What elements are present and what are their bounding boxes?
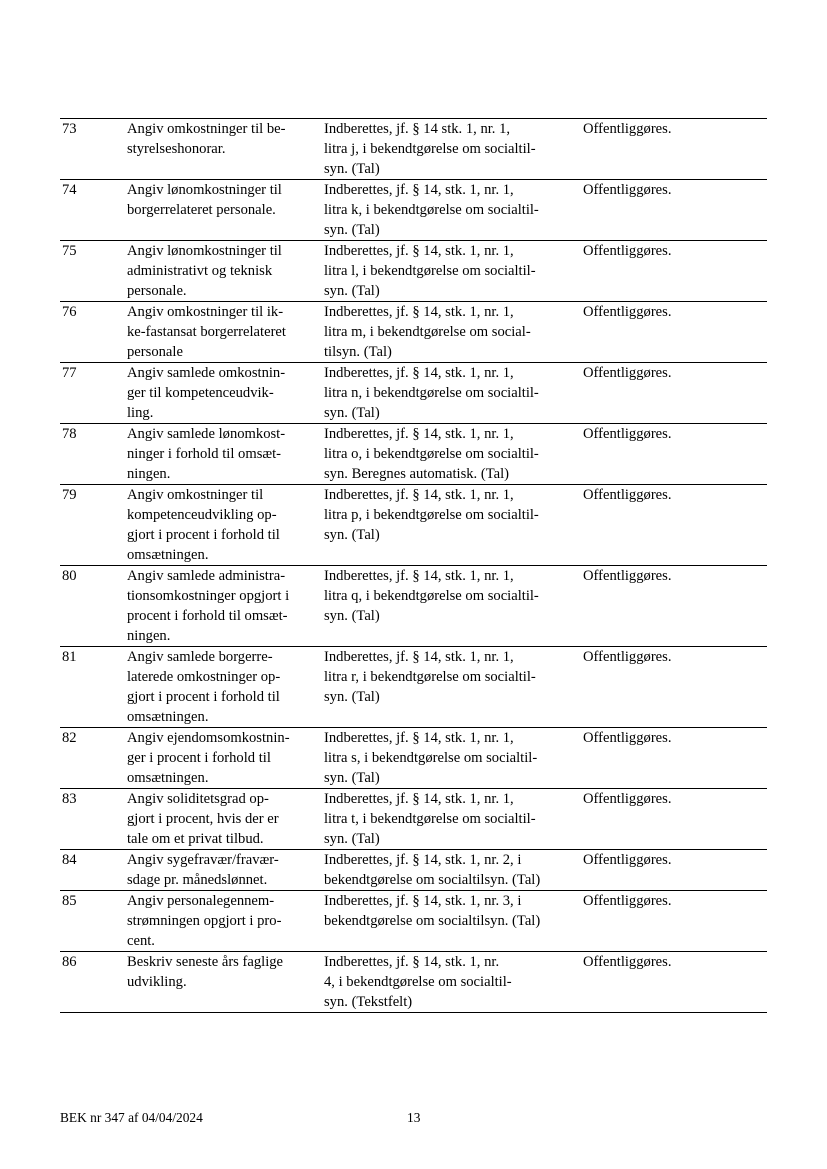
legal-basis-line: litra o, i bekendtgørelse om socialtil- bbox=[324, 446, 539, 462]
row-number: 77 bbox=[62, 365, 77, 381]
legal-basis-line: litra n, i bekendtgørelse om socialtil- bbox=[324, 385, 539, 401]
field-description-line: laterede omkostninger op- bbox=[127, 669, 281, 685]
table-row bbox=[60, 647, 767, 728]
legal-basis bbox=[324, 789, 583, 850]
legal-basis bbox=[324, 302, 583, 363]
field-description-line: Angiv omkostninger til bbox=[127, 487, 264, 503]
publication-status: Offentliggøres. bbox=[583, 304, 672, 320]
field-description-line: omsætningen. bbox=[127, 547, 209, 563]
field-description-line: sdage pr. månedslønnet. bbox=[127, 872, 268, 888]
legal-basis-line: litra q, i bekendtgørelse om socialtil- bbox=[324, 588, 539, 604]
publication-status: Offentliggøres. bbox=[583, 649, 672, 665]
legal-basis-line: syn. (Tal) bbox=[324, 405, 380, 421]
field-description-line: administrativt og teknisk bbox=[127, 263, 273, 279]
legal-basis bbox=[324, 891, 583, 952]
legal-basis bbox=[324, 424, 583, 485]
table-row bbox=[60, 363, 767, 424]
legal-basis-line: syn. (Tekstfelt) bbox=[324, 994, 413, 1010]
field-description-line: tionsomkostninger opgjort i bbox=[127, 588, 290, 604]
legal-basis bbox=[324, 566, 583, 647]
field-description-line: strømningen opgjort i pro- bbox=[127, 913, 282, 929]
table-row bbox=[60, 850, 767, 891]
publication-status: Offentliggøres. bbox=[583, 426, 672, 442]
field-description-line: borgerrelateret personale. bbox=[127, 202, 276, 218]
field-description bbox=[127, 424, 324, 485]
legal-basis-line: syn. (Tal) bbox=[324, 161, 380, 177]
table-row bbox=[60, 789, 767, 850]
legal-basis-line: Indberettes, jf. § 14, stk. 1, nr. 1, bbox=[324, 487, 514, 503]
footer-reference: BEK nr 347 af 04/04/2024 bbox=[60, 1110, 203, 1125]
field-description-line: Angiv omkostninger til be- bbox=[127, 121, 286, 137]
field-description-line: Angiv samlede lønomkost- bbox=[127, 426, 286, 442]
field-description bbox=[127, 302, 324, 363]
legal-basis-line: litra p, i bekendtgørelse om socialtil- bbox=[324, 507, 539, 523]
table-row bbox=[60, 241, 767, 302]
legal-basis-line: Indberettes, jf. § 14, stk. 1, nr. bbox=[324, 954, 500, 970]
legal-basis-line: Indberettes, jf. § 14, stk. 1, nr. 1, bbox=[324, 182, 514, 198]
field-description-line: omsætningen. bbox=[127, 709, 209, 725]
field-description-line: personale bbox=[127, 344, 183, 360]
field-description bbox=[127, 789, 324, 850]
legal-basis-line: litra r, i bekendtgørelse om socialtil- bbox=[324, 669, 536, 685]
table-row bbox=[60, 180, 767, 241]
field-description bbox=[127, 566, 324, 647]
legal-basis-line: Indberettes, jf. § 14, stk. 1, nr. 1, bbox=[324, 365, 514, 381]
page-number: 13 bbox=[407, 1110, 421, 1125]
publication-status: Offentliggøres. bbox=[583, 893, 672, 909]
legal-basis-line: Indberettes, jf. § 14, stk. 1, nr. 1, bbox=[324, 243, 514, 259]
legal-basis-line: Indberettes, jf. § 14, stk. 1, nr. 1, bbox=[324, 649, 514, 665]
legal-basis-line: syn. (Tal) bbox=[324, 527, 380, 543]
table-row bbox=[60, 952, 767, 1013]
field-description-line: Angiv personalegennem- bbox=[127, 893, 275, 909]
legal-basis bbox=[324, 728, 583, 789]
field-description bbox=[127, 891, 324, 952]
legal-basis bbox=[324, 952, 583, 1013]
legal-basis bbox=[324, 647, 583, 728]
table-row bbox=[60, 302, 767, 363]
legal-basis-line: litra k, i bekendtgørelse om socialtil- bbox=[324, 202, 539, 218]
field-description-line: Angiv soliditetsgrad op- bbox=[127, 791, 269, 807]
row-number: 80 bbox=[62, 568, 77, 584]
legal-basis-line: litra m, i bekendtgørelse om social- bbox=[324, 324, 531, 340]
field-description-line: Angiv sygefravær/fravær- bbox=[127, 852, 279, 868]
field-description-line: Angiv lønomkostninger til bbox=[127, 243, 282, 259]
publication-status: Offentliggøres. bbox=[583, 852, 672, 868]
row-number: 75 bbox=[62, 243, 77, 259]
legal-basis-line: litra s, i bekendtgørelse om socialtil- bbox=[324, 750, 538, 766]
legal-basis bbox=[324, 180, 583, 241]
field-description-line: ling. bbox=[127, 405, 154, 421]
legal-basis-line: Indberettes, jf. § 14, stk. 1, nr. 3, i bbox=[324, 893, 522, 909]
publication-status: Offentliggøres. bbox=[583, 954, 672, 970]
field-description-line: kompetenceudvikling op- bbox=[127, 507, 277, 523]
field-description-line: Angiv samlede omkostnin- bbox=[127, 365, 286, 381]
legal-basis-line: Indberettes, jf. § 14, stk. 1, nr. 2, i bbox=[324, 852, 522, 868]
row-number: 78 bbox=[62, 426, 77, 442]
row-number: 81 bbox=[62, 649, 77, 665]
field-description-line: udvikling. bbox=[127, 974, 187, 990]
field-description bbox=[127, 850, 324, 891]
legal-basis-line: syn. (Tal) bbox=[324, 608, 380, 624]
field-description-line: Angiv omkostninger til ik- bbox=[127, 304, 284, 320]
legal-basis-line: syn. (Tal) bbox=[324, 831, 380, 847]
legal-basis-line: tilsyn. (Tal) bbox=[324, 344, 392, 360]
legal-basis bbox=[324, 119, 583, 180]
table-row bbox=[60, 891, 767, 952]
legal-basis bbox=[324, 241, 583, 302]
field-description-line: ke-fastansat borgerrelateret bbox=[127, 324, 286, 340]
legal-basis-line: bekendtgørelse om socialtilsyn. (Tal) bbox=[324, 872, 541, 888]
publication-status: Offentliggøres. bbox=[583, 365, 672, 381]
field-description-line: ningen. bbox=[127, 466, 171, 482]
legal-basis-line: bekendtgørelse om socialtilsyn. (Tal) bbox=[324, 913, 541, 929]
field-description-line: ninger i forhold til omsæt- bbox=[127, 446, 282, 462]
field-description-line: gjort i procent, hvis der er bbox=[127, 811, 279, 827]
table-row bbox=[60, 728, 767, 789]
legal-basis bbox=[324, 850, 583, 891]
field-description bbox=[127, 363, 324, 424]
field-description-line: procent i forhold til omsæt- bbox=[127, 608, 288, 624]
row-number: 73 bbox=[62, 121, 77, 137]
field-description-line: Angiv samlede administra- bbox=[127, 568, 286, 584]
field-description bbox=[127, 952, 324, 1013]
legal-basis-line: syn. (Tal) bbox=[324, 770, 380, 786]
legal-basis-line: Indberettes, jf. § 14, stk. 1, nr. 1, bbox=[324, 304, 514, 320]
field-description-line: gjort i procent i forhold til bbox=[127, 689, 280, 705]
publication-status: Offentliggøres. bbox=[583, 243, 672, 259]
legal-basis-line: Indberettes, jf. § 14, stk. 1, nr. 1, bbox=[324, 730, 514, 746]
field-description bbox=[127, 728, 324, 789]
row-number: 85 bbox=[62, 893, 77, 909]
field-description-line: ningen. bbox=[127, 628, 171, 644]
table-row bbox=[60, 119, 767, 180]
legal-basis-line: litra l, i bekendtgørelse om socialtil- bbox=[324, 263, 536, 279]
field-description-line: omsætningen. bbox=[127, 770, 209, 786]
legal-basis bbox=[324, 363, 583, 424]
row-number: 82 bbox=[62, 730, 77, 746]
field-description bbox=[127, 647, 324, 728]
field-description bbox=[127, 119, 324, 180]
field-description-line: Beskriv seneste års faglige bbox=[127, 954, 284, 970]
row-number: 84 bbox=[62, 852, 77, 868]
publication-status: Offentliggøres. bbox=[583, 182, 672, 198]
legal-basis-line: Indberettes, jf. § 14, stk. 1, nr. 1, bbox=[324, 568, 514, 584]
field-description-line: styrelseshonorar. bbox=[127, 141, 226, 157]
legal-basis-line: litra j, i bekendtgørelse om socialtil- bbox=[324, 141, 536, 157]
row-number: 74 bbox=[62, 182, 77, 198]
publication-status: Offentliggøres. bbox=[583, 730, 672, 746]
table-row bbox=[60, 424, 767, 485]
row-number: 86 bbox=[62, 954, 77, 970]
field-description-line: personale. bbox=[127, 283, 187, 299]
field-description bbox=[127, 180, 324, 241]
publication-status: Offentliggøres. bbox=[583, 791, 672, 807]
table-row bbox=[60, 485, 767, 566]
publication-status: Offentliggøres. bbox=[583, 487, 672, 503]
legal-basis-line: litra t, i bekendtgørelse om socialtil- bbox=[324, 811, 536, 827]
table-row bbox=[60, 566, 767, 647]
legal-basis-line: Indberettes, jf. § 14, stk. 1, nr. 1, bbox=[324, 791, 514, 807]
legal-basis-line: Indberettes, jf. § 14, stk. 1, nr. 1, bbox=[324, 426, 514, 442]
legal-basis-line: syn. Beregnes automatisk. (Tal) bbox=[324, 466, 510, 482]
legal-basis bbox=[324, 485, 583, 566]
field-description-line: tale om et privat tilbud. bbox=[127, 831, 264, 847]
field-description-line: ger i procent i forhold til bbox=[127, 750, 271, 766]
table-body bbox=[60, 119, 767, 1013]
field-description-line: gjort i procent i forhold til bbox=[127, 527, 280, 543]
publication-status: Offentliggøres. bbox=[583, 121, 672, 137]
field-description-line: Angiv ejendomsomkostnin- bbox=[127, 730, 290, 746]
field-description-line: Angiv samlede borgerre- bbox=[127, 649, 273, 665]
field-description-line: ger til kompetenceudvik- bbox=[127, 385, 274, 401]
legal-basis-line: syn. (Tal) bbox=[324, 283, 380, 299]
row-number: 79 bbox=[62, 487, 77, 503]
legal-basis-line: 4, i bekendtgørelse om socialtil- bbox=[324, 974, 512, 990]
field-description bbox=[127, 485, 324, 566]
legal-basis-line: syn. (Tal) bbox=[324, 222, 380, 238]
field-description bbox=[127, 241, 324, 302]
publication-status: Offentliggøres. bbox=[583, 568, 672, 584]
row-number: 83 bbox=[62, 791, 77, 807]
row-number: 76 bbox=[62, 304, 77, 320]
legal-basis-line: Indberettes, jf. § 14 stk. 1, nr. 1, bbox=[324, 121, 511, 137]
legal-basis-line: syn. (Tal) bbox=[324, 689, 380, 705]
field-description-line: Angiv lønomkostninger til bbox=[127, 182, 282, 198]
field-description-line: cent. bbox=[127, 933, 155, 949]
data-field-table bbox=[60, 118, 767, 1013]
